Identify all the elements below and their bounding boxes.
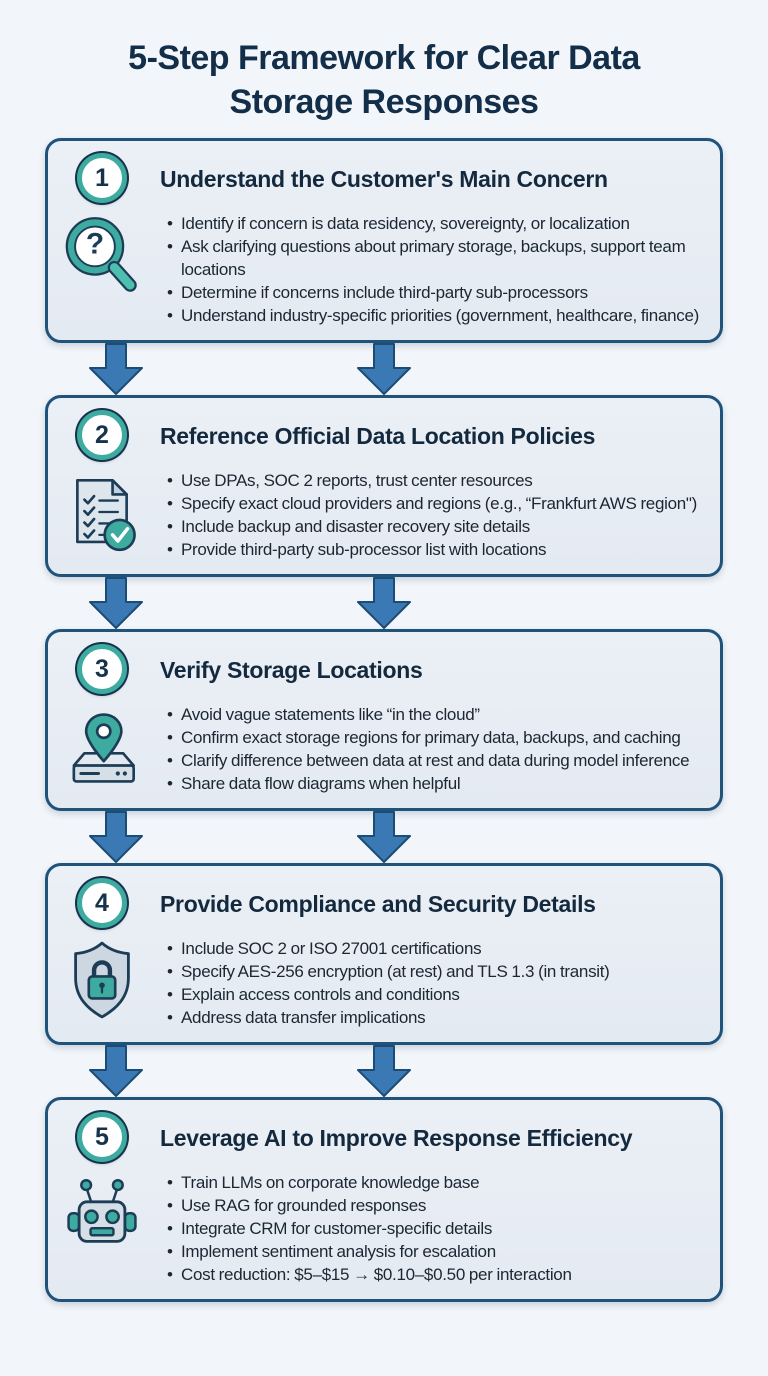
step-4-badge-cell bbox=[58, 878, 146, 930]
bullet-item: • Explain access controls and conditions bbox=[166, 983, 712, 1006]
arrow-row-4 bbox=[0, 1045, 768, 1097]
page-title: 5-Step Framework for Clear Data Storage Responses bbox=[128, 39, 640, 122]
shield-lock-icon bbox=[58, 930, 146, 1029]
step-5-card bbox=[45, 1097, 723, 1302]
bullet-item: • Share data flow diagrams when helpful bbox=[166, 772, 712, 795]
step-4-title-cell bbox=[146, 878, 712, 930]
arrow-row-3 bbox=[0, 811, 768, 863]
bullet-item: • Implement sentiment analysis for escalation bbox=[166, 1240, 712, 1263]
step-5-title-cell bbox=[146, 1112, 712, 1164]
step-number-badge: 2 bbox=[77, 410, 127, 460]
step-3-bullets bbox=[146, 696, 712, 795]
bullet-item: • Include backup and disaster recovery site details bbox=[166, 515, 712, 538]
bullet-item: • Include SOC 2 or ISO 27001 certifications bbox=[166, 937, 712, 960]
bullet-item: • Confirm exact storage regions for primary data, backups, and caching bbox=[166, 726, 712, 749]
bullet-item: • Identify if concern is data residency, sovereignty, or localization bbox=[166, 212, 712, 235]
step-1-badge-cell bbox=[58, 153, 146, 205]
down-arrow-icon bbox=[357, 343, 411, 395]
checklist-document-icon bbox=[58, 462, 146, 561]
bullet-item: • Train LLMs on corporate knowledge base bbox=[166, 1171, 712, 1194]
down-arrow-icon bbox=[357, 577, 411, 629]
step-2-badge-cell bbox=[58, 410, 146, 462]
bullet-item: • Determine if concerns include third-party sub-processors bbox=[166, 281, 712, 304]
bullet-item: • Avoid vague statements like “in the cloud” bbox=[166, 703, 712, 726]
step-title: Provide Compliance and Security Details bbox=[160, 890, 596, 917]
step-5-badge-cell bbox=[58, 1112, 146, 1164]
robot-icon bbox=[58, 1164, 146, 1286]
step-1-title-cell bbox=[146, 153, 712, 205]
step-number-badge: 1 bbox=[77, 153, 127, 203]
step-title: Understand the Customer's Main Concern bbox=[160, 165, 608, 192]
step-1-bullets bbox=[146, 205, 712, 327]
step-number-badge: 3 bbox=[77, 644, 127, 694]
bullet-item: • Specify exact cloud providers and regions (e.g., “Frankfurt AWS region") bbox=[166, 492, 712, 515]
down-arrow-icon bbox=[89, 811, 143, 863]
step-3-card bbox=[45, 629, 723, 811]
step-4-bullets bbox=[146, 930, 712, 1029]
bullet-item: • Understand industry-specific priorities (government, healthcare, finance) bbox=[166, 304, 712, 327]
step-title: Verify Storage Locations bbox=[160, 656, 423, 683]
location-pin-server-icon bbox=[58, 696, 146, 795]
step-2-title-cell bbox=[146, 410, 712, 462]
step-2-bullets bbox=[146, 462, 712, 561]
down-arrow-icon bbox=[89, 343, 143, 395]
magnifier-question-icon bbox=[58, 205, 146, 327]
bullet-item: • Cost reduction: $5–$15 → $0.10–$0.50 per interaction bbox=[166, 1263, 712, 1286]
step-3-badge-cell bbox=[58, 644, 146, 696]
step-title: Reference Official Data Location Policies bbox=[160, 422, 596, 449]
bullet-item: • Use DPAs, SOC 2 reports, trust center resources bbox=[166, 469, 712, 492]
arrow-row-2 bbox=[0, 577, 768, 629]
down-arrow-icon bbox=[357, 1045, 411, 1097]
step-title: Leverage AI to Improve Response Efficiency bbox=[160, 1124, 633, 1151]
step-number-badge: 4 bbox=[77, 878, 127, 928]
step-3-title-cell bbox=[146, 644, 712, 696]
bullet-item: • Clarify difference between data at rest and data during model inference bbox=[166, 749, 712, 772]
bullet-item: • Use RAG for grounded responses bbox=[166, 1194, 712, 1217]
bullet-item: • Provide third-party sub-processor list with locations bbox=[166, 538, 712, 561]
step-2-card bbox=[45, 395, 723, 577]
step-1-card bbox=[45, 138, 723, 343]
step-4-card bbox=[45, 863, 723, 1045]
arrow-row-1 bbox=[0, 343, 768, 395]
bullet-item: • Specify AES-256 encryption (at rest) and TLS 1.3 (in transit) bbox=[166, 960, 712, 983]
down-arrow-icon bbox=[89, 1045, 143, 1097]
bullet-item: • Ask clarifying questions about primary storage, backups, support team locations bbox=[166, 235, 712, 281]
down-arrow-icon bbox=[357, 811, 411, 863]
bullet-item: • Address data transfer implications bbox=[166, 1006, 712, 1029]
svg-text:?: ? bbox=[85, 227, 105, 261]
bullet-item: • Integrate CRM for customer-specific details bbox=[166, 1217, 712, 1240]
down-arrow-icon bbox=[89, 577, 143, 629]
step-5-bullets bbox=[146, 1164, 712, 1286]
step-number-badge: 5 bbox=[77, 1112, 127, 1162]
